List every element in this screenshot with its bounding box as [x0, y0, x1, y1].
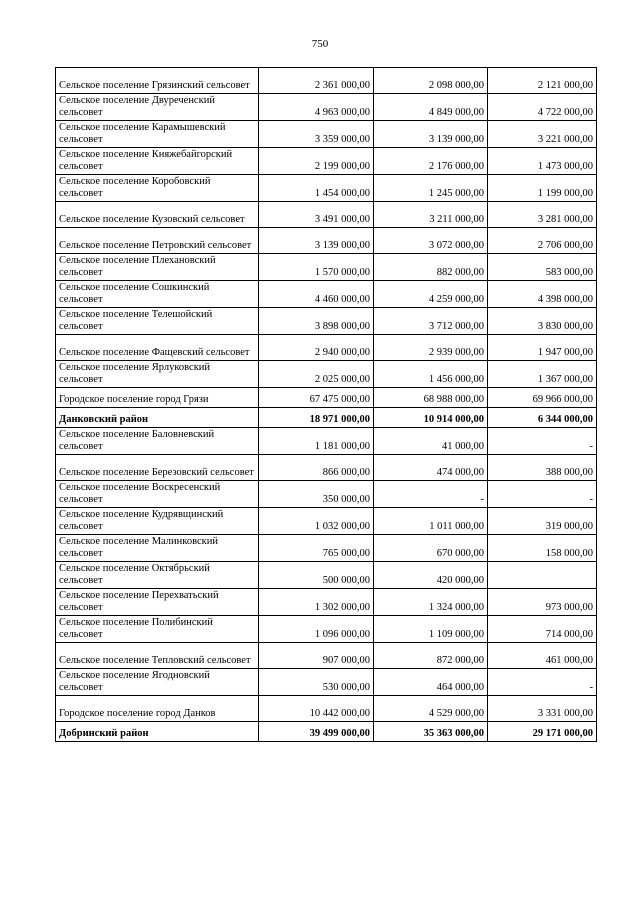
amount-col-2: 1 245 000,00: [374, 175, 488, 202]
settlement-name: Сельское поселение Баловневский сельсовет: [56, 428, 259, 455]
amount-col-1: 3 359 000,00: [259, 121, 374, 148]
amount-col-2: 3 072 000,00: [374, 228, 488, 254]
page-number: 750: [311, 38, 329, 50]
settlement-name: Сельское поселение Петровский сельсовет: [56, 228, 259, 254]
table-row: [56, 335, 597, 361]
amount-col-3: 583 000,00: [488, 254, 597, 281]
amount-col-2: 670 000,00: [374, 535, 488, 562]
table-row: [56, 589, 597, 616]
amount-col-1: 765 000,00: [259, 535, 374, 562]
amount-col-1: 2 361 000,00: [259, 68, 374, 94]
amount-col-2: 2 939 000,00: [374, 335, 488, 361]
amount-col-2: 1 011 000,00: [374, 508, 488, 535]
amount-col-2: 4 849 000,00: [374, 94, 488, 121]
amount-col-2: 3 211 000,00: [374, 202, 488, 228]
table-row: [56, 308, 597, 335]
amount-col-2: -: [374, 481, 488, 508]
table-row: [56, 508, 597, 535]
amount-col-2: 10 914 000,00: [374, 408, 488, 428]
amount-col-1: 350 000,00: [259, 481, 374, 508]
table-row: [56, 455, 597, 481]
table-row: [56, 175, 597, 202]
amount-col-1: 1 181 000,00: [259, 428, 374, 455]
amount-col-3: 461 000,00: [488, 643, 597, 669]
table-row: [56, 361, 597, 388]
amount-col-2: 882 000,00: [374, 254, 488, 281]
settlement-name: Сельское поселение Коробовский сельсовет: [56, 175, 259, 202]
amount-col-2: 4 529 000,00: [374, 696, 488, 722]
table-row: [56, 669, 597, 696]
settlement-name: Сельское поселение Карамышевский сельсовет: [56, 121, 259, 148]
table-row: [56, 281, 597, 308]
settlement-name: Сельское поселение Ягодновский сельсовет: [56, 669, 259, 696]
settlement-name: Сельское поселение Полибинский сельсовет: [56, 616, 259, 643]
amount-col-3: 4 722 000,00: [488, 94, 597, 121]
amount-col-3: 714 000,00: [488, 616, 597, 643]
amount-col-1: 1 096 000,00: [259, 616, 374, 643]
amount-col-3: 4 398 000,00: [488, 281, 597, 308]
amount-col-2: 41 000,00: [374, 428, 488, 455]
amount-col-2: 474 000,00: [374, 455, 488, 481]
amount-col-2: 420 000,00: [374, 562, 488, 589]
table-row: [56, 481, 597, 508]
district-name: Добринский район: [56, 722, 259, 742]
table-row: [56, 68, 597, 94]
amount-col-3: 3 281 000,00: [488, 202, 597, 228]
amount-col-3: -: [488, 481, 597, 508]
settlement-name: Сельское поселение Кузовский сельсовет: [56, 202, 259, 228]
table-row: [56, 428, 597, 455]
amount-col-2: 2 098 000,00: [374, 68, 488, 94]
amount-col-1: 1 302 000,00: [259, 589, 374, 616]
amount-col-1: 4 963 000,00: [259, 94, 374, 121]
amount-col-1: 3 139 000,00: [259, 228, 374, 254]
table-row: [56, 696, 597, 722]
amount-col-1: 10 442 000,00: [259, 696, 374, 722]
settlement-name: Сельское поселение Воскресенский сельсовет: [56, 481, 259, 508]
amount-col-2: 1 109 000,00: [374, 616, 488, 643]
table-row: [56, 148, 597, 175]
amount-col-3: 1 367 000,00: [488, 361, 597, 388]
settlement-name: Сельское поселение Тепловский сельсовет: [56, 643, 259, 669]
settlement-name: Сельское поселение Фащевский сельсовет: [56, 335, 259, 361]
amount-col-3: 1 473 000,00: [488, 148, 597, 175]
amount-col-1: 39 499 000,00: [259, 722, 374, 742]
settlement-name: Сельское поселение Грязинский сельсовет: [56, 68, 259, 94]
amount-col-2: 464 000,00: [374, 669, 488, 696]
settlement-name: Сельское поселение Плехановский сельсовет: [56, 254, 259, 281]
amount-col-2: 872 000,00: [374, 643, 488, 669]
table-row: [56, 254, 597, 281]
amount-col-3: -: [488, 428, 597, 455]
settlement-name: Сельское поселение Березовский сельсовет: [56, 455, 259, 481]
settlement-name: Сельское поселение Двуреченский сельсовет: [56, 94, 259, 121]
amount-col-3: 973 000,00: [488, 589, 597, 616]
amount-col-2: 3 712 000,00: [374, 308, 488, 335]
settlement-name: Сельское поселение Сошкинский сельсовет: [56, 281, 259, 308]
settlement-name: Сельское поселение Ярлуковский сельсовет: [56, 361, 259, 388]
table-row: [56, 616, 597, 643]
settlement-name: Сельское поселение Кудрявщинский сельсовет: [56, 508, 259, 535]
table-row: [56, 94, 597, 121]
amount-col-3: 319 000,00: [488, 508, 597, 535]
amount-col-3: 388 000,00: [488, 455, 597, 481]
amount-col-2: 2 176 000,00: [374, 148, 488, 175]
district-name: Данковский район: [56, 408, 259, 428]
amount-col-1: 530 000,00: [259, 669, 374, 696]
amount-col-3: 3 331 000,00: [488, 696, 597, 722]
amount-col-1: 1 454 000,00: [259, 175, 374, 202]
amount-col-1: 18 971 000,00: [259, 408, 374, 428]
settlement-name: Сельское поселение Телешойский сельсовет: [56, 308, 259, 335]
table-row: [56, 228, 597, 254]
settlement-name: Сельское поселение Перехватьский сельсовет: [56, 589, 259, 616]
amount-col-3: 3 221 000,00: [488, 121, 597, 148]
amount-col-3: 1 947 000,00: [488, 335, 597, 361]
table-row: [56, 643, 597, 669]
amount-col-2: 68 988 000,00: [374, 388, 488, 408]
settlement-name: Городское поселение город Данков: [56, 696, 259, 722]
amount-col-1: 907 000,00: [259, 643, 374, 669]
table-row: [56, 562, 597, 589]
table-row: [56, 388, 597, 408]
amount-col-1: 2 025 000,00: [259, 361, 374, 388]
amount-col-1: 67 475 000,00: [259, 388, 374, 408]
amount-col-2: 35 363 000,00: [374, 722, 488, 742]
budget-table: [55, 67, 597, 742]
amount-col-1: 4 460 000,00: [259, 281, 374, 308]
amount-col-3: 2 121 000,00: [488, 68, 597, 94]
amount-col-3: [488, 562, 597, 589]
amount-col-2: 1 456 000,00: [374, 361, 488, 388]
amount-col-2: 3 139 000,00: [374, 121, 488, 148]
amount-col-1: 1 032 000,00: [259, 508, 374, 535]
settlement-name: Городское поселение город Грязи: [56, 388, 259, 408]
table-row: [56, 202, 597, 228]
settlement-name: Сельское поселение Октябрьский сельсовет: [56, 562, 259, 589]
amount-col-3: 29 171 000,00: [488, 722, 597, 742]
amount-col-1: 3 898 000,00: [259, 308, 374, 335]
amount-col-1: 2 199 000,00: [259, 148, 374, 175]
amount-col-1: 500 000,00: [259, 562, 374, 589]
amount-col-3: 2 706 000,00: [488, 228, 597, 254]
amount-col-2: 4 259 000,00: [374, 281, 488, 308]
table-row: [56, 121, 597, 148]
amount-col-1: 866 000,00: [259, 455, 374, 481]
settlement-name: Сельское поселение Малинковский сельсовет: [56, 535, 259, 562]
amount-col-1: 3 491 000,00: [259, 202, 374, 228]
district-total-row: [56, 722, 597, 742]
amount-col-3: 3 830 000,00: [488, 308, 597, 335]
amount-col-3: 6 344 000,00: [488, 408, 597, 428]
amount-col-2: 1 324 000,00: [374, 589, 488, 616]
amount-col-1: 2 940 000,00: [259, 335, 374, 361]
amount-col-3: -: [488, 669, 597, 696]
amount-col-3: 69 966 000,00: [488, 388, 597, 408]
district-total-row: [56, 408, 597, 428]
table-row: [56, 535, 597, 562]
amount-col-3: 1 199 000,00: [488, 175, 597, 202]
settlement-name: Сельское поселение Княжебайгорский сельсовет: [56, 148, 259, 175]
amount-col-3: 158 000,00: [488, 535, 597, 562]
amount-col-1: 1 570 000,00: [259, 254, 374, 281]
